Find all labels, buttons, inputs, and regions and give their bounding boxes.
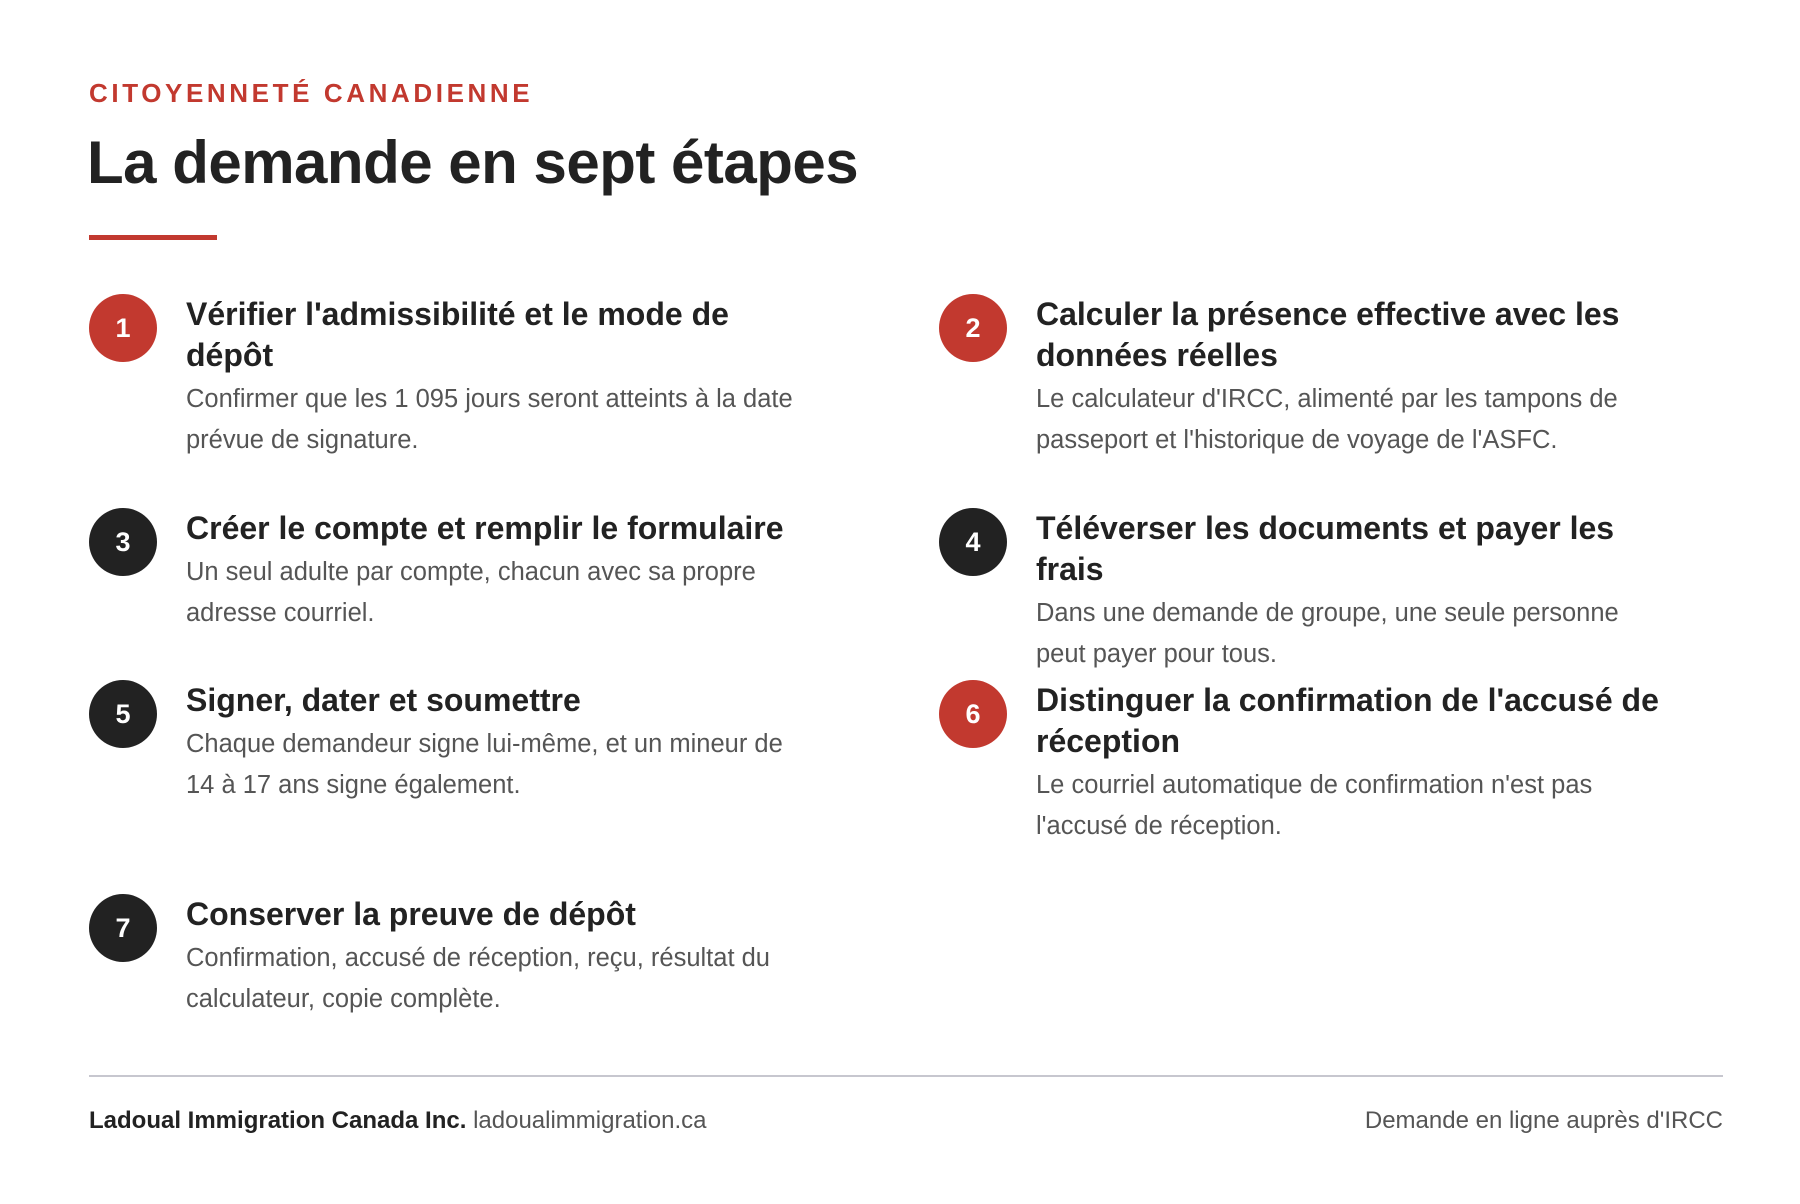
step-number-badge: 5 [89, 680, 157, 748]
step-text [1036, 508, 1666, 675]
step-title: Téléverser les documents et payer les frais [1036, 510, 1615, 587]
page-title: La demande en sept étapes [87, 129, 859, 196]
step-title: Conserver la preuve de dépôt [186, 896, 636, 932]
step-text [186, 294, 816, 461]
step-number-badge: 2 [939, 294, 1007, 362]
step-description: Un seul adulte par compte, chacun avec sa propre adresse courriel. [186, 558, 756, 627]
step-number-badge: 7 [89, 894, 157, 962]
step-number-badge: 1 [89, 294, 157, 362]
step-number-badge: 6 [939, 680, 1007, 748]
step-description: Le calculateur d'IRCC, alimenté par les tampons de passeport et l'historique de voyage de l'ASFC. [1036, 385, 1618, 454]
step-text [186, 894, 816, 1020]
step-title: Distinguer la confirmation de l'accusé de réception [1036, 682, 1659, 759]
step-text [1036, 680, 1666, 847]
step-description: Dans une demande de groupe, une seule personne peut payer pour tous. [1036, 599, 1619, 668]
eyebrow-label: CITOYENNETÉ CANADIENNE [89, 78, 534, 108]
step-description: Confirmer que les 1 095 jours seront atteints à la date prévue de signature. [186, 385, 793, 454]
step-text [1036, 294, 1666, 461]
step-title: Créer le compte et remplir le formulaire [186, 510, 784, 546]
accent-rule [89, 235, 217, 240]
step-text [186, 680, 816, 806]
step-title: Signer, dater et soumettre [186, 682, 581, 718]
footer-attribution [89, 1107, 707, 1135]
step-description: Chaque demandeur signe lui-même, et un mineur de 14 à 17 ans signe également. [186, 730, 783, 799]
step-text [186, 508, 816, 634]
footer-note: Demande en ligne auprès d'IRCC [1364, 1107, 1723, 1134]
step-title: Calculer la présence effective avec les données réelles [1036, 296, 1620, 373]
footer-company: Ladoual Immigration Canada Inc. [89, 1107, 467, 1134]
step-description: Confirmation, accusé de réception, reçu, résultat du calculateur, copie complète. [186, 944, 770, 1013]
footer-website: ladoualimmigration.ca [473, 1107, 707, 1134]
step-number-badge: 3 [89, 508, 157, 576]
footer-divider [89, 1075, 1723, 1077]
step-number-badge: 4 [939, 508, 1007, 576]
step-description: Le courriel automatique de confirmation n'est pas l'accusé de réception. [1036, 771, 1593, 840]
step-title: Vérifier l'admissibilité et le mode de dépôt [186, 296, 729, 373]
